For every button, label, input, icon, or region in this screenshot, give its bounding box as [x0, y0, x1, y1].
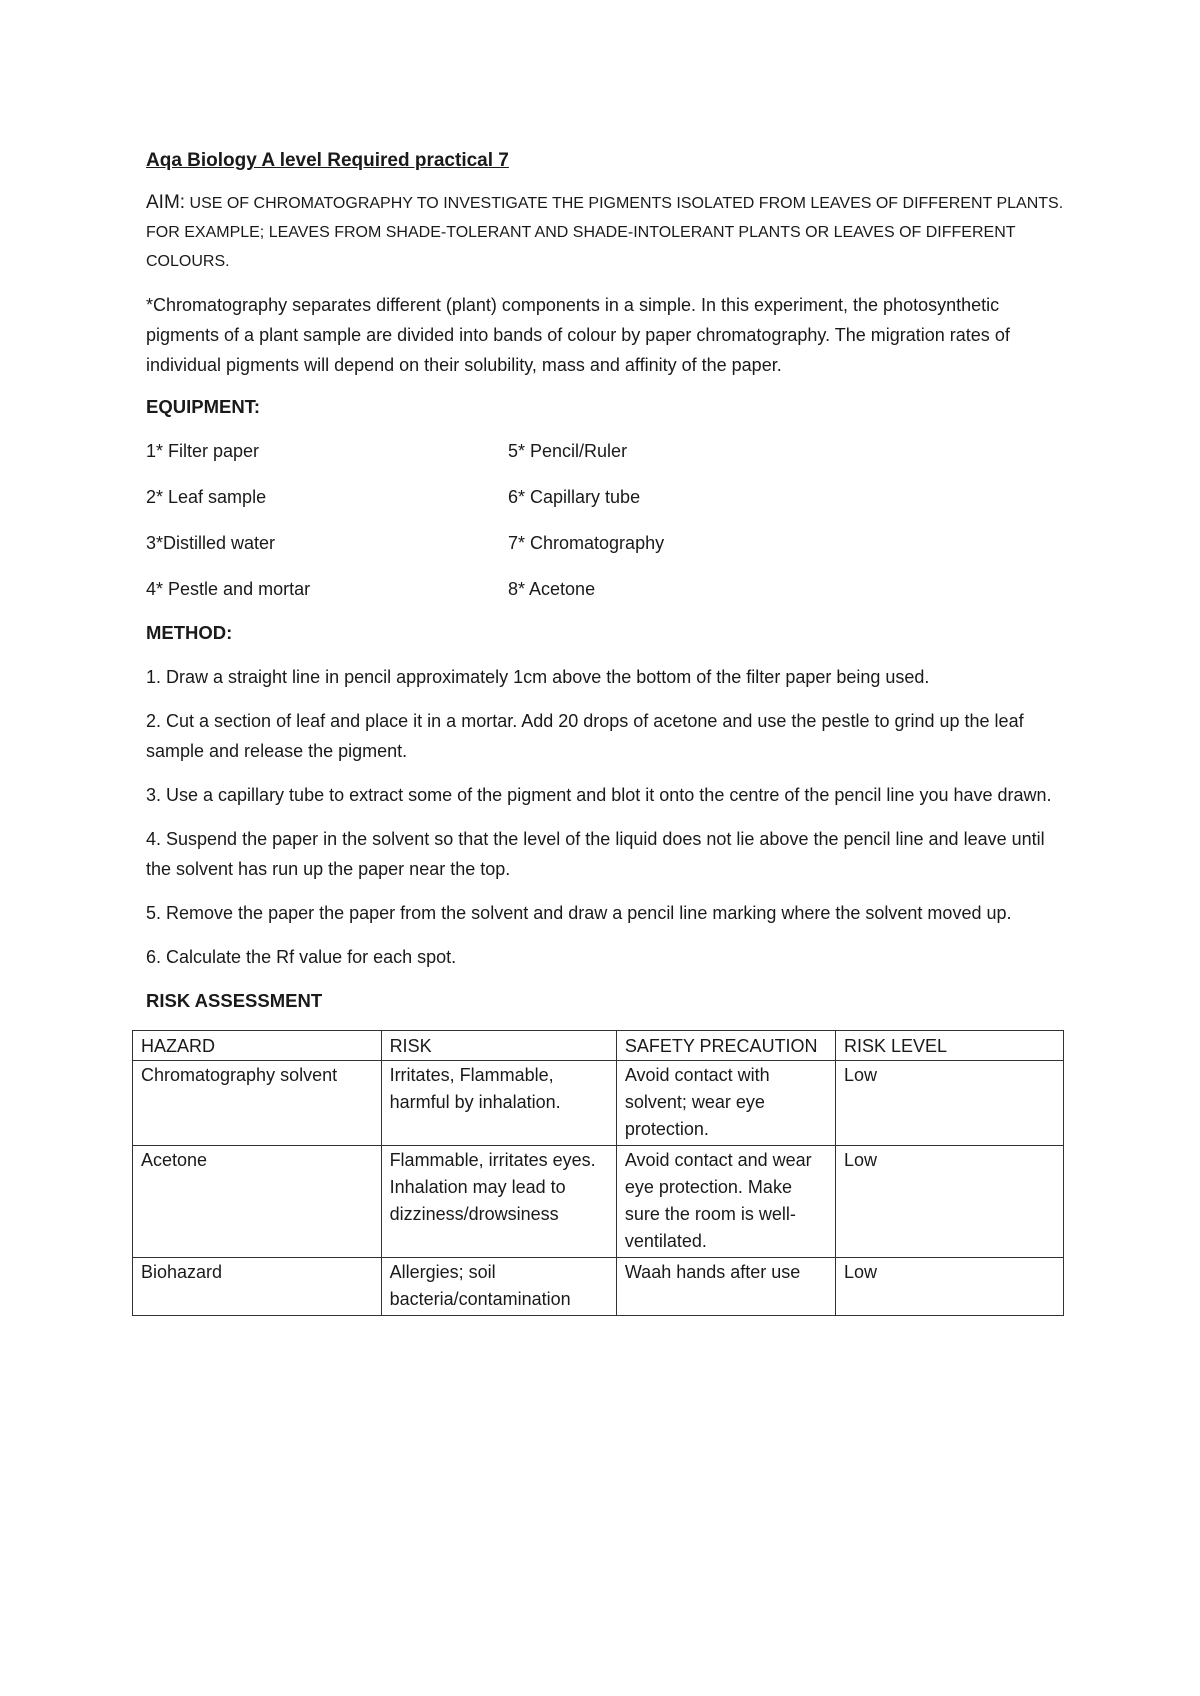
risk-assessment-heading: RISK ASSESSMENT	[146, 990, 323, 1011]
aim-label: AIM:	[146, 192, 186, 213]
risk-level-cell: Low	[836, 1061, 1064, 1146]
equipment-item: 6* Capillary tube	[508, 487, 641, 507]
equipment-list	[146, 436, 1066, 604]
method-steps	[146, 662, 1066, 972]
aim-section	[146, 188, 1066, 276]
header-hazard: HAZARD	[133, 1031, 382, 1061]
risk-cell: Flammable, irritates eyes. Inhalation may lead to dizziness/drowsiness	[381, 1146, 616, 1258]
risk-level-cell: Low	[836, 1258, 1064, 1316]
precaution-cell: Avoid contact and wear eye protection. Make sure the room is well-ventilated.	[616, 1146, 835, 1258]
risk-cell: Allergies; soil bacteria/contamination	[381, 1258, 616, 1316]
table-row	[133, 1146, 1064, 1258]
document-page	[141, 146, 1066, 1316]
table-row	[133, 1061, 1064, 1146]
header-risk-level: RISK LEVEL	[836, 1031, 1064, 1061]
equipment-item: 4* Pestle and mortar	[146, 579, 311, 599]
equipment-item: 3*Distilled water	[146, 533, 276, 553]
risk-level-cell: Low	[836, 1146, 1064, 1258]
precaution-cell: Avoid contact with solvent; wear eye protection.	[616, 1061, 835, 1146]
hazard-cell: Biohazard	[133, 1258, 382, 1316]
risk-cell: Irritates, Flammable, harmful by inhalation.	[381, 1061, 616, 1146]
equipment-item: 1* Filter paper	[146, 441, 260, 461]
method-step: 6. Calculate the Rf value for each spot.	[146, 947, 457, 967]
risk-assessment-table	[132, 1030, 1064, 1316]
equipment-item: 8* Acetone	[508, 579, 596, 599]
method-step: 1. Draw a straight line in pencil approximately 1cm above the bottom of the filter paper being used.	[146, 667, 930, 687]
equipment-item: 5* Pencil/Ruler	[508, 441, 628, 461]
method-step: 4. Suspend the paper in the solvent so that the level of the liquid does not lie above the pencil line and leave until the solvent has run up the paper near the top.	[146, 829, 1045, 879]
table-header-row	[133, 1031, 1064, 1061]
equipment-heading: EQUIPMENT:	[146, 396, 261, 417]
equipment-item: 7* Chromatography	[508, 533, 665, 553]
method-step: 3. Use a capillary tube to extract some of the pigment and blot it onto the centre of the pencil line you have drawn.	[146, 785, 1052, 805]
equipment-item: 2* Leaf sample	[146, 487, 267, 507]
document-title: Aqa Biology A level Required practical 7	[146, 150, 509, 171]
precaution-cell: Waah hands after use	[616, 1258, 835, 1316]
table-row	[133, 1258, 1064, 1316]
method-step: 5. Remove the paper the paper from the solvent and draw a pencil line marking where the solvent moved up.	[146, 903, 1012, 923]
intro-paragraph: *Chromatography separates different (plant) components in a simple. In this experiment, the photosynthetic pigments of a plant sample are divided into bands of colour by paper chromatography. The migration rates of individual pigments will depend on their solubility, mass and affinity of the paper.	[146, 295, 1010, 375]
method-step: 2. Cut a section of leaf and place it in a mortar. Add 20 drops of acetone and use the pestle to grind up the leaf sample and release the pigment.	[146, 711, 1024, 761]
header-risk: RISK	[381, 1031, 616, 1061]
aim-text: USE OF CHROMATOGRAPHY TO INVESTIGATE THE PIGMENTS ISOLATED FROM LEAVES OF DIFFERENT PLANTS. FOR EXAMPLE; LEAVES FROM SHADE-TOLERANT AND SHADE-INTOLERANT PLANTS OR LEAVES OF DIFFERENT COLOURS.	[146, 195, 1064, 270]
hazard-cell: Acetone	[133, 1146, 382, 1258]
method-heading: METHOD:	[146, 622, 233, 643]
hazard-cell: Chromatography solvent	[133, 1061, 382, 1146]
header-safety-precaution: SAFETY PRECAUTION	[616, 1031, 835, 1061]
